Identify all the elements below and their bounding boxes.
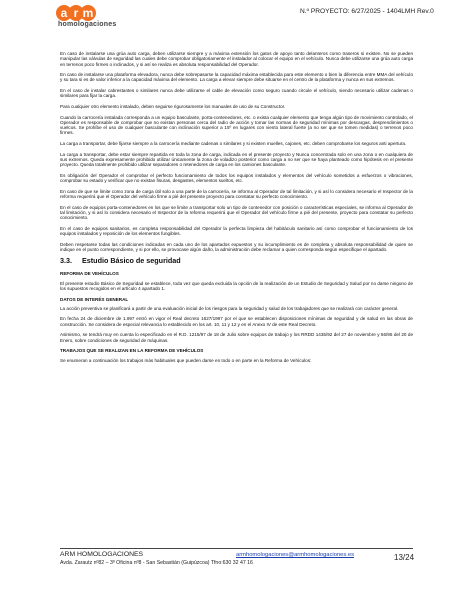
- page-header: [0, 0, 464, 40]
- section-title: Estudio Básico de seguridad: [82, 256, 181, 266]
- subheading: REFORMA DE VEHÍCULOS: [60, 271, 119, 277]
- paragraph: La carga a transportar, debe estar siempre repartida en toda la zona de carga, indicada en el presente proyecto y Nunca concentrada solo en una zona o en cualquiera de sus extremos. Queda expresamente prohibido utilizar únicamente la zona de voladizo posterior como carga a no ser que se haya planteado como hipótesis en el presente proyecto. Queda totalmente prohibido utilizar separadores o retenedores de carga en los camiones basculante.: [60, 151, 413, 168]
- paragraph: Para cualquier otro elemento instalado, deben seguirse rigurosamente los manuales de uso de su Constructor.: [60, 103, 286, 109]
- paragraph: Deben respetarse todas las condiciones indicadas en cada uno de los apartados expuestos y su incumplimiento es de completa y absoluta responsabilidad de quien se indique en el punto correspondiente, y si por ello, se provocase algún daño, la administración debe reclamar a quien corresponda según especifique el apartado.: [60, 241, 413, 252]
- subheading: TRABAJOS QUE SE REALIZAN EN LA REFORMA DE VEHÍCULOS: [60, 348, 204, 354]
- footer-address: Avda. Zarautz nº82 – 3º Oficina nº8 - San Sebastián (Guipúzcoa) Tfno:630 32 47 16: [60, 560, 253, 566]
- logo-circle-m: m: [80, 5, 96, 21]
- paragraph: Es obligación del Operador el comprobar el perfecto funcionamiento de todos los equipos instalados y elementos del vehículo sometidos a esfuerzos o vibraciones, comprobar su estado y verificar que no existan fisuras, desgastes, elementos sueltos, etc.: [60, 172, 413, 183]
- paragraph: En el caso de equipos sanitarios, es completa responsabilidad del Operador la perfecta limpieza del habitáculo sanitario así como comprobar el funcionamiento de los equipos instalados y reposición de los elementos fungibles.: [60, 225, 413, 236]
- section-heading: [60, 257, 413, 265]
- paragraph: En caso de instalarse una grúa auto carga, deben utilizarse siempre y a máxima extensión los gatos de apoyo tanto delanteros como traseros si existen. No se pueden manipular las válvulas de seguridad las cuales debe comprobar obligatoriamente el instalador al colocar el equipo en el vehículo. Nunca debe utilizarse una grúa auto carga en terrenos poco firmes o inclinados, y si así se realiza es absoluta responsabilidad del Operador.: [60, 51, 413, 67]
- section-number: 3.3.: [60, 256, 72, 266]
- paragraph: Cuando la carrocería instalada corresponda a un equipo basculante, porta-contenedores, etc. o exista cualquier elemento que tenga algún tipo de movimiento controlado, el Operador es responsable de comprobar que no existan personas cerca del radio de acción y tomar las normas de seguridad mínimas por descargas, desprendimientos o vuelcos. Se prohíbe el uso de cualquier basculante con inclinación superior a 15º en lugares con viento lateral fuerte (a no ser que se tomen medidas) o terrenos poco firmes.: [60, 114, 413, 136]
- footer-divider: [60, 548, 413, 549]
- paragraph: La carga a transportar, debe fijarse siempre a la carrocería mediante cadenas o similares y si existen muelles, cajones, etc. deben comprobarse los seguros anti apertura.: [60, 140, 407, 146]
- subheading: DATOS DE INTERÉS GENERAL: [60, 296, 129, 302]
- paragraph: La acción preventiva se planificará a partir de una evaluación inicial de los riesgos para la seguridad y salud de los trabajadores que se realizará con carácter general.: [60, 305, 399, 311]
- paragraph: Se enumeran a continuación los trabajos más habituales que pueden darse en todo o en parte en la Reforma de Vehículos:: [60, 357, 312, 363]
- paragraph: En caso de que se limite como zona de carga útil solo a una parte de la carrocería, se informa al Operador de tal limitación, y si así lo considera necesario el Inspector de la reforma requerirá que el Operador del vehículo firme a pié del presente proyecto para constatar su perfecto conocimiento.: [60, 188, 413, 199]
- paragraph: En caso de instalarse una plataforma elevadora, nunca debe sobrepasarse la capacidad máxima establecida para este elemento o bien la diferencia entre MMA del vehículo y su tara si es de valor inferior a la capacidad máxima del elemento. La carga a elevar siempre debe situarse en el centro de la plataforma y nunca en sus extremos.: [60, 72, 413, 83]
- paragraph: Asimismo, se tendrá muy en cuenta lo especificado en el R.D. 1215/97 de 18 de Julio sobre equipos de trabajo y los RRDD 1435/92 del 27 de noviembre y 56/95 del 20 de Enero, sobre condiciones de seguridad de máquinas.: [60, 332, 413, 343]
- logo-circle-r: r: [68, 5, 84, 21]
- logo-circle-a: a: [56, 5, 72, 21]
- project-number: N.º PROYECTO: 6/27/2025 - 1404LMH Rev.0: [300, 8, 434, 15]
- paragraph: En fecha 24 de diciembre de 1.997 entró en vigor el Real decreto 1627/1997 por el que se establecen disposiciones mínimas de seguridad y de salud en las obras de construcción. Se considera de especial relevancia lo establecido en los art. 10, 11 y 12 y en el Anexo IV de este Real Decreto.: [60, 316, 413, 327]
- page-number: 13/24: [394, 553, 415, 562]
- footer-email-link[interactable]: armhomologaciones@armhomologaciones.es: [236, 552, 355, 558]
- logo-subtitle: homologaciones: [58, 21, 117, 28]
- paragraph: En el caso de equipos porta-contenedores en los que se limite a transportar solo un tipo de contenedor con posición o características especiales, se informa al Operador de tal limitación, y si así lo considera necesario el Inspector de la reforma requerirá que el Operador del vehículo firme a pié del presente, proyecto para constatar su perfecto conocimiento.: [60, 204, 413, 221]
- document-body: [60, 51, 413, 368]
- paragraph: En el caso de instalar cabrestantes o similares nunca debe utilizarse el cable de elevación como seguro cuando circule el vehículo, siendo necesario utilizar cadenas o similares para fijar la carga.: [60, 88, 413, 99]
- paragraph: El presente estudio Básico de Seguridad se establece, toda vez que queda excluida la opción de la realización de un Estudio de Seguridad y Salud por no darse ninguno de los supuestos recogidos en el artículo 4 apartado 1.: [60, 280, 413, 291]
- footer-company: ARM HOMOLOGACIONES: [60, 551, 144, 558]
